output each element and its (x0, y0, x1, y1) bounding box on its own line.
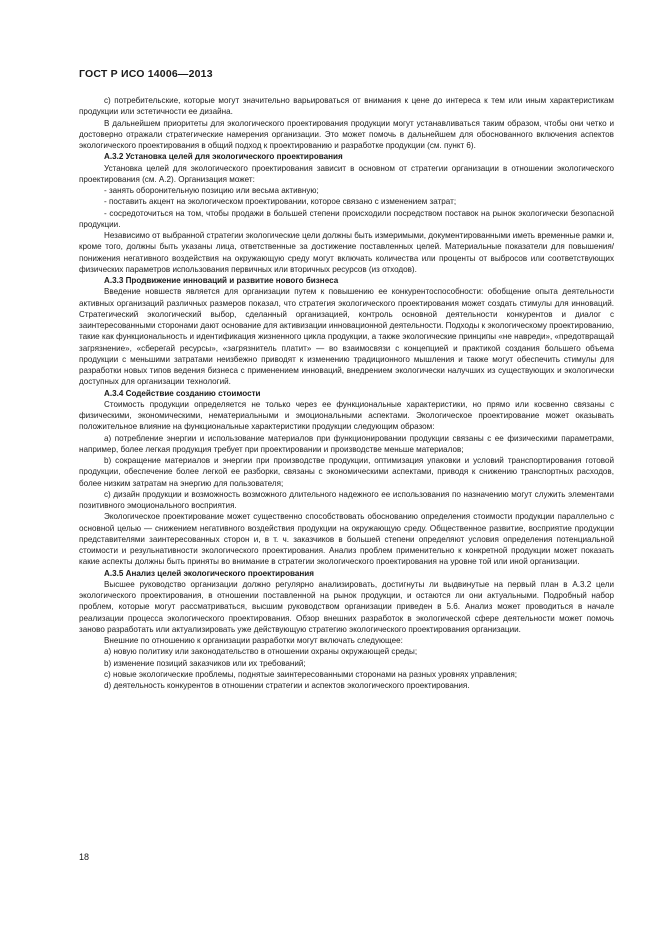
list-item-a: a) новую политику или законодательство в отношении охраны окружающей среды; (104, 647, 418, 657)
paragraph-list-item-c: c) потребительские, которые могут значительно варьироваться от внимания к цене до интереса к тем или иным характеристикам продукции или эстетичности ее дизайна. (79, 96, 614, 117)
document-body (79, 95, 614, 691)
paragraph: В дальнейшем приоритеты для экологического проектирования продукции могут устанавливаться таким образом, чтобы они четко и достоверно отражали стратегические намерения организации. Это может помочь в дальнейшем для обоснованного включения аспектов экологического проектирования в общий подход к проектированию и разработке продукции (см. пункт 6). (79, 118, 614, 150)
section-heading-a33: А.3.3 Продвижение инноваций и развитие нового бизнеса (104, 276, 339, 285)
paragraph: Установка целей для экологического проектирования зависит в основном от стратегии организации в отношении экологического проектирования (см. А.2). Организация может: (79, 163, 614, 184)
section-heading-a35: А.3.5 Анализ целей экологического проектирования (104, 568, 314, 578)
section-heading-a34: А.3.4 Содействие созданию стоимости (104, 388, 261, 398)
bullet-item: - сосредоточиться на том, чтобы продажи в большей степени происходили посредством поставок на рынок экологически безопасной продукции. (79, 208, 614, 229)
paragraph: Высшее руководство организации должно регулярно анализировать, достигнуты ли выдвинутые на первый план в А.3.2 цели экологического проектирования, в отношении поставленной на рынок продукции, и остаются ли они актуальными. Подробный набор проблем, которые могут рассматриваться, высшим руководством организации приведен в 5.6. Анализ может проводиться в начале реализации процесса экологического проектирования. Обзор внешних разработок в экологической сфере деятельности может помочь заново разработать или актуализировать уже действующую стратегию экологического проектирования организации. (79, 579, 614, 634)
list-item-b: b) изменение позиций заказчиков или их требований; (104, 658, 306, 668)
page-number: 18 (79, 852, 90, 862)
list-item-c: c) дизайн продукции и возможность возможного длительного надежного ее использования по назначению могут служить элементами позитивного эмоционального восприятия. (79, 489, 614, 510)
bullet-item: - занять оборонительную позицию или весьма активную; (104, 186, 319, 195)
paragraph: Независимо от выбранной стратегии экологические цели должны быть измеримыми, документированными иметь временные рамки и, кроме того, должны быть указаны лица, ответственные за достижение поставленных целей. Материальные показатели для повышения/понижения негативного воздействия на окружающую среду могут включать количества или проценты от выбросов или соответствующих физических параметров использования первичных или вторичных ресурсов (из отходов). (79, 231, 614, 274)
document-header: ГОСТ Р ИСО 14006—2013 (79, 68, 213, 80)
section-heading-a32: А.3.2 Установка целей для экологического проектирования (104, 152, 343, 162)
paragraph: Экологическое проектирование может существенно способствовать обоснованию определения стоимости продукции параллельно с основной целью — снижением негативного воздействия продукции на окружающую среду. Общественное развитие, восприятие продукции представителями заинтересованных сторон и, в т. ч. заказчиков в большей степени определяют условия определения потенциальной стоимости и резульнативности экологического проектирования. Анализ проблем применительно к конкретной продукции может показать какие аспекты должны быть приняты во внимание в стратегии экологического проектирования на уровне той или иной организации. (79, 512, 614, 567)
list-item-d: d) деятельность конкурентов в отношении стратегии и аспектов экологического проектирования. (104, 681, 470, 690)
paragraph: Внешние по отношению к организации разработки могут включать следующее: (104, 636, 403, 645)
list-item-c: c) новые экологические проблемы, поднятые заинтересованными сторонами на разных уровнях управления; (104, 669, 518, 679)
bullet-item: - поставить акцент на экологическом проектировании, которое связано с изменением затрат; (104, 197, 457, 207)
paragraph: Стоимость продукции определяется не только через ее функциональные характеристики, но прямо или косвенно связаны с физическими, экономическими, нематериальными и эмоциональными аспектами. Экологическое проектирование может оказывать положительное влияние на функциональные характеристики продукции следующим образом: (79, 399, 614, 432)
list-item-a: a) потребление энергии и использование материалов при функционировании продукции связаны с ее физическими параметрами, например, более легкая продукция требует при проектировании и производстве меньше материалов; (79, 433, 614, 454)
paragraph: Введение новшеств является для организации путем к повышению ее конкурентоспособности: обобщение опыта деятельности активных организаций различных размеров показал, что стратегия экологического проектирования может создать стимулы для инноваций. Стратегический экологический выбор, сделанный организацией, контроль основной деятельности конкурентов и диалог с заинтересованными сторонами дают основание для активизации инновационной деятельности. Подходы к экологическому проектированию, такие как функциональность и идентификация жизненного цикла продукции, а также экологические принципы «не навреди», «предотвращай загрязнение», «сберегай ресурсы», «загрязнитель платит» — во взаимосвязи с концепцией и практикой создания большего объема продукции с меньшими затратами неизбежно приводят к изменению традиционного мышления и также могут обеспечить стимулы для разработки новых типов ведения бизнеса с применением инноваций, внедрением экологически налучших из существующих и экологически доступных для организации технологий. (79, 287, 614, 387)
list-item-b: b) сокращение материалов и энергии при производстве продукции, оптимизация упаковки и условий транспортирования готовой продукции, обеспечение более легкой ее разборки, связаны с экономическими аспектами, приводя к снижению транспортных расходов, более низким затратам на энергию для пользователя; (79, 456, 614, 488)
